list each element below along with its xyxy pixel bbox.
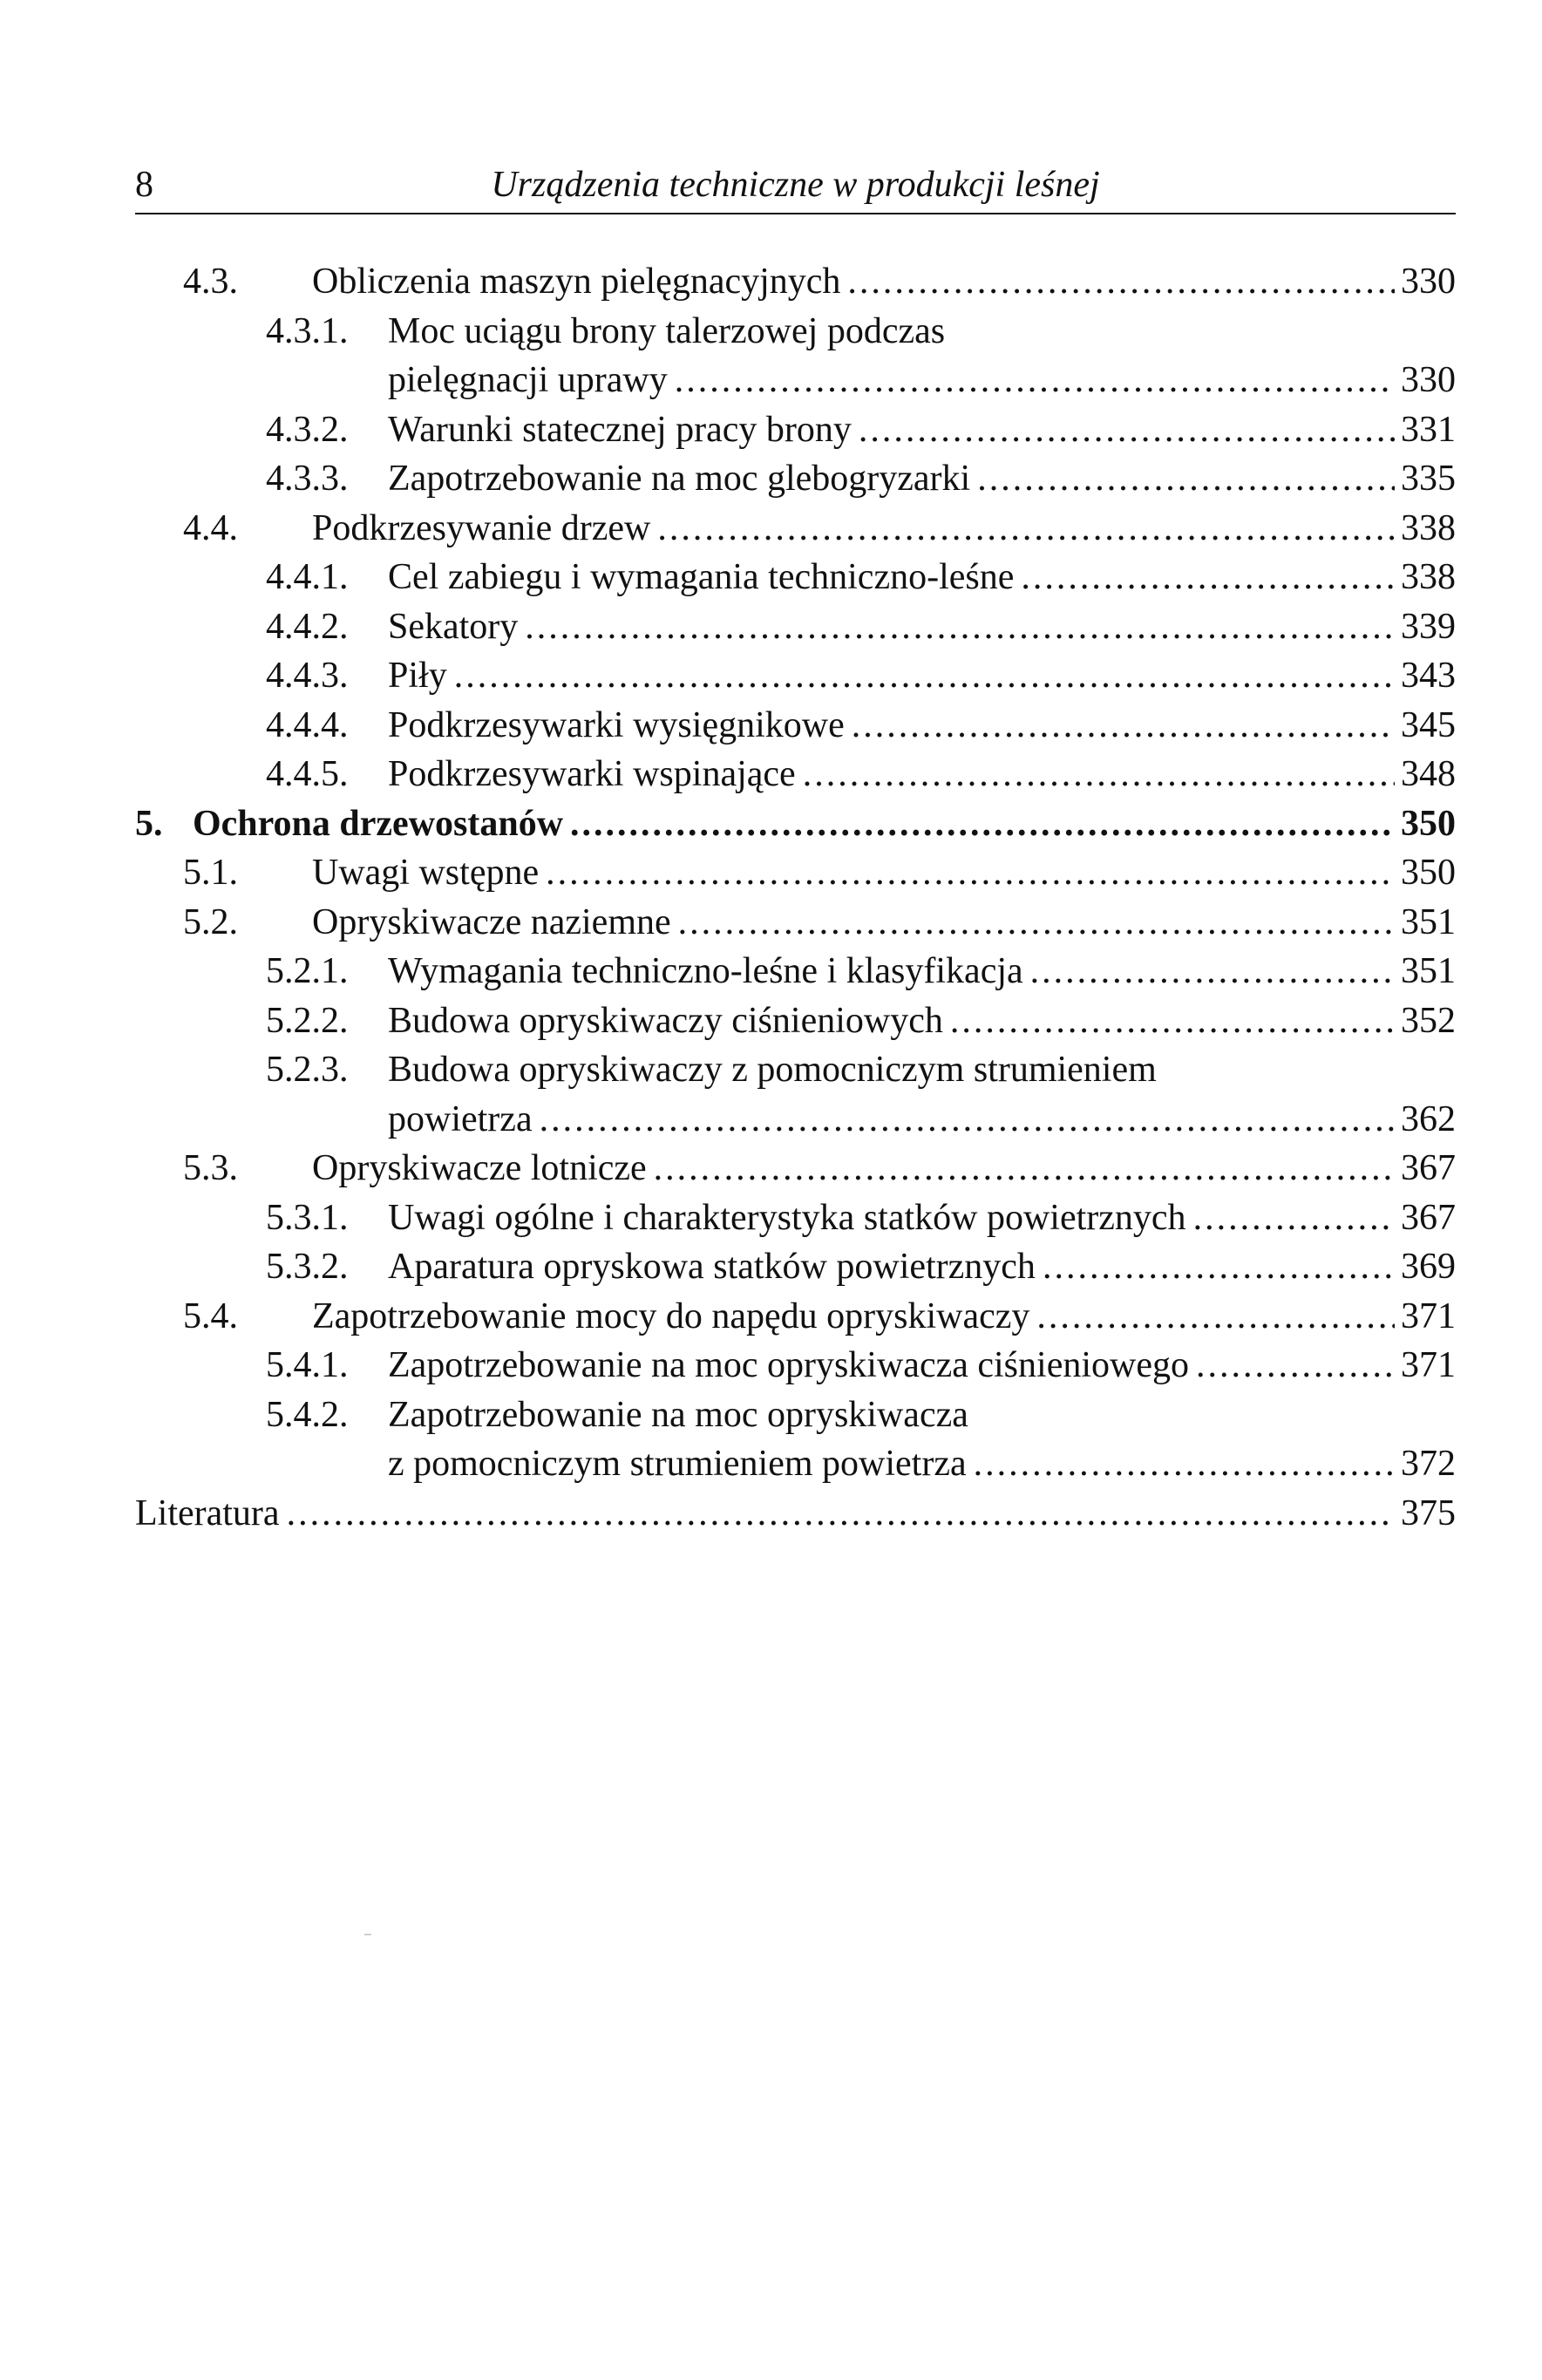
- toc-entry: [135, 504, 1456, 554]
- toc-entry-page: 330: [1401, 360, 1456, 400]
- toc-entry-number: 4.4.: [183, 507, 238, 548]
- dot-leader: [1021, 553, 1395, 602]
- toc-entry: [135, 651, 1456, 701]
- toc-entry: [135, 1292, 1456, 1342]
- toc-entry-title: Opryskiwacze lotnicze: [312, 1148, 647, 1188]
- toc-entry-number: 5.4.1.: [266, 1345, 349, 1385]
- dot-leader: [852, 701, 1395, 750]
- toc-entry-title: z pomocniczym strumieniem powietrza: [388, 1444, 967, 1484]
- toc-entry-page: 375: [1401, 1493, 1456, 1533]
- toc-entry-page: 338: [1401, 507, 1456, 548]
- dot-leader: [803, 750, 1395, 799]
- toc-entry-number: 4.3.1.: [266, 310, 349, 351]
- dot-leader: [678, 898, 1395, 947]
- toc-entry-title: Podkrzesywarki wysięgnikowe: [388, 704, 845, 745]
- toc-entry-page: 352: [1401, 1000, 1456, 1041]
- dot-leader: [675, 356, 1395, 405]
- dot-leader: [974, 1439, 1395, 1488]
- toc-entry-title: Moc uciągu brony talerzowej podczas: [388, 310, 946, 351]
- toc-entry-title: Aparatura opryskowa statków powietrznych: [388, 1247, 1036, 1287]
- scan-speck: [364, 1934, 371, 1935]
- toc-entry-title: Piły: [388, 656, 447, 696]
- dot-leader: [1193, 1193, 1395, 1242]
- toc-entry-title: Podkrzesywanie drzew: [312, 507, 651, 548]
- dot-leader: [540, 1095, 1395, 1144]
- toc-entry-title: Zapotrzebowanie na moc glebogryzarki: [388, 459, 971, 499]
- dot-leader: [657, 504, 1395, 553]
- dot-leader: [950, 996, 1395, 1045]
- toc-entry-page: 350: [1401, 803, 1456, 844]
- toc-entry-page: 335: [1401, 459, 1456, 499]
- toc-entry-page: 351: [1401, 901, 1456, 942]
- toc-entry: [135, 848, 1456, 898]
- toc-entry-number: 4.4.3.: [266, 656, 349, 696]
- table-of-contents: [135, 257, 1456, 1538]
- toc-entry-title: Ochrona drzewostanów: [193, 803, 564, 844]
- toc-entry-page: 372: [1401, 1444, 1456, 1484]
- toc-entry-page: 371: [1401, 1345, 1456, 1385]
- toc-entry-number: 4.3.2.: [266, 409, 349, 450]
- toc-entry-title: Wymagania techniczno-leśne i klasyfikacja: [388, 951, 1023, 991]
- toc-entry-page: 369: [1401, 1247, 1456, 1287]
- toc-entry-page: 350: [1401, 853, 1456, 893]
- toc-entry-number: 5.4.2.: [266, 1394, 349, 1435]
- toc-entry-number: 5.3.: [183, 1148, 238, 1188]
- toc-entry-number: 4.3.: [183, 262, 238, 302]
- toc-entry-number: 4.4.5.: [266, 754, 349, 794]
- toc-entry-number: 5.1.: [183, 853, 238, 893]
- toc-entry: [135, 454, 1456, 504]
- toc-entry: [135, 898, 1456, 948]
- page-header: [135, 164, 1456, 214]
- dot-leader: [654, 1144, 1395, 1193]
- toc-entry-number: 5.3.2.: [266, 1247, 349, 1287]
- toc-entry: [135, 750, 1456, 799]
- toc-entry: [135, 1391, 1456, 1440]
- toc-entry-title: Warunki statecznej pracy brony: [388, 409, 852, 450]
- toc-entry-number: 5.2.3.: [266, 1050, 349, 1090]
- dot-leader: [570, 799, 1395, 848]
- toc-entry-title: Uwagi wstępne: [312, 853, 540, 893]
- running-title: Urządzenia techniczne w produkcji leśnej: [491, 165, 1100, 205]
- toc-entry-page: 367: [1401, 1197, 1456, 1238]
- toc-entry: [135, 356, 1456, 405]
- toc-entry-title: powietrza: [388, 1098, 533, 1139]
- toc-entry: [135, 1193, 1456, 1243]
- toc-entry-number: 4.3.3.: [266, 459, 349, 499]
- toc-entry-page: 348: [1401, 754, 1456, 794]
- toc-entry-page: 338: [1401, 557, 1456, 597]
- toc-entry-page: 351: [1401, 951, 1456, 991]
- toc-entry-number: 5.2.2.: [266, 1000, 349, 1041]
- toc-entry-title: Literatura: [135, 1493, 280, 1533]
- toc-entry-title: Sekatory: [388, 606, 519, 647]
- dot-leader: [1036, 1292, 1395, 1341]
- toc-entry-page: 367: [1401, 1148, 1456, 1188]
- toc-entry: [135, 602, 1456, 652]
- toc-entry: [135, 996, 1456, 1046]
- toc-entry-page: 331: [1401, 409, 1456, 450]
- toc-entry-number: 5.4.: [183, 1295, 238, 1336]
- dot-leader: [859, 405, 1395, 454]
- dot-leader: [546, 848, 1395, 897]
- toc-entry: [135, 947, 1456, 996]
- toc-entry-number: 4.4.2.: [266, 606, 349, 647]
- toc-entry-title: Zapotrzebowanie na moc opryskiwacza: [388, 1394, 968, 1435]
- toc-entry-number: 4.4.1.: [266, 557, 349, 597]
- toc-entry: [135, 701, 1456, 751]
- page-number: 8: [135, 165, 153, 205]
- dot-leader: [1043, 1242, 1395, 1291]
- toc-entry-title: pielęgnacji uprawy: [388, 360, 668, 400]
- toc-entry-page: 343: [1401, 656, 1456, 696]
- dot-leader: [287, 1489, 1395, 1538]
- toc-entry-title: Uwagi ogólne i charakterystyka statków powietrznych: [388, 1197, 1186, 1238]
- toc-entry-title: Budowa opryskiwaczy z pomocniczym strumieniem: [388, 1050, 1157, 1090]
- toc-entry: [135, 405, 1456, 455]
- toc-entry-title: Obliczenia maszyn pielęgnacyjnych: [312, 262, 841, 302]
- toc-entry: [135, 1341, 1456, 1391]
- toc-entry-page: 330: [1401, 262, 1456, 302]
- toc-entry-page: 362: [1401, 1098, 1456, 1139]
- toc-entry: [135, 1144, 1456, 1193]
- toc-entry: [135, 1489, 1456, 1539]
- dot-leader: [454, 651, 1395, 700]
- toc-entry-page: 345: [1401, 704, 1456, 745]
- toc-entry-number: 5.2.1.: [266, 951, 349, 991]
- toc-entry-title: Zapotrzebowanie na moc opryskiwacza ciśnieniowego: [388, 1345, 1189, 1385]
- toc-entry-title: Cel zabiegu i wymagania techniczno-leśne: [388, 557, 1015, 597]
- dot-leader: [525, 602, 1395, 651]
- toc-entry-page: 371: [1401, 1295, 1456, 1336]
- toc-entry: [135, 799, 1456, 849]
- toc-entry-title: Budowa opryskiwaczy ciśnieniowych: [388, 1000, 943, 1041]
- toc-entry-number: 4.4.4.: [266, 704, 349, 745]
- toc-entry-number: 5.: [135, 803, 163, 844]
- toc-entry-title: Zapotrzebowanie mocy do napędu opryskiwaczy: [312, 1295, 1030, 1336]
- toc-entry: [135, 257, 1456, 307]
- dot-leader: [1030, 947, 1395, 996]
- toc-entry-number: 5.2.: [183, 901, 238, 942]
- toc-entry: [135, 307, 1456, 357]
- toc-entry-title: Podkrzesywarki wspinające: [388, 754, 796, 794]
- toc-entry-title: Opryskiwacze naziemne: [312, 901, 671, 942]
- toc-entry: [135, 553, 1456, 602]
- toc-entry: [135, 1439, 1456, 1489]
- toc-entry: [135, 1045, 1456, 1095]
- toc-entry: [135, 1242, 1456, 1292]
- dot-leader: [1196, 1341, 1395, 1390]
- toc-entry-number: 5.3.1.: [266, 1197, 349, 1238]
- dot-leader: [977, 454, 1395, 503]
- toc-entry: [135, 1095, 1456, 1145]
- dot-leader: [847, 257, 1395, 306]
- toc-entry-page: 339: [1401, 606, 1456, 647]
